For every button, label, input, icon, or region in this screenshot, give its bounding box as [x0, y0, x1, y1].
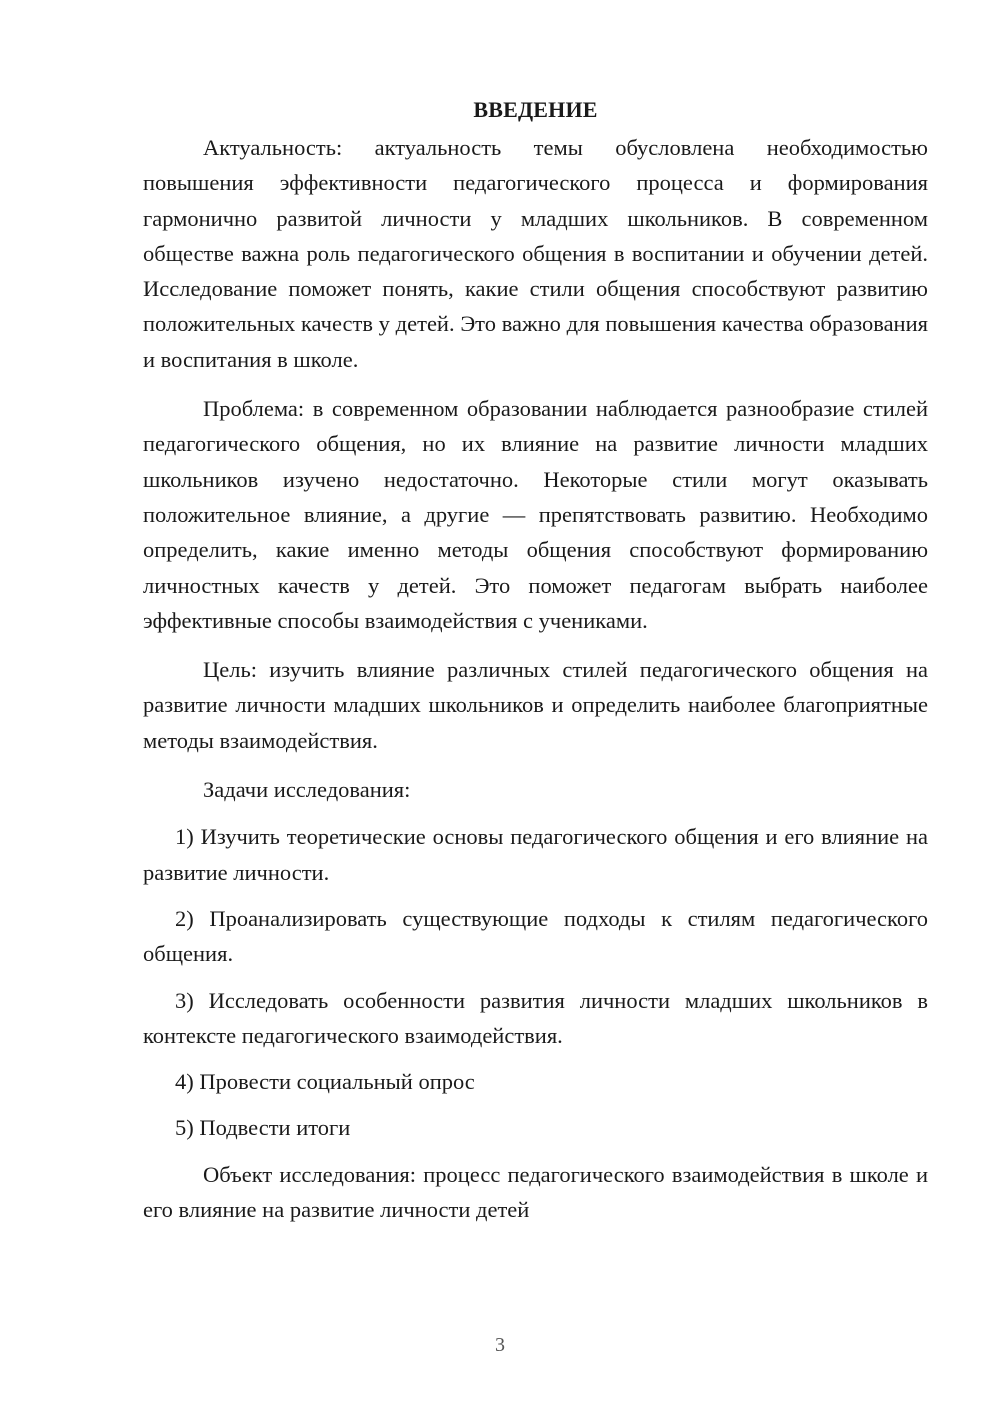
relevance-paragraph: Актуальность: актуальность темы обусловлена необходимостью повышения эффективности педагогического процесса и формирования гармонично развитой личности у младших школьников. В современном обществе важна роль педагогического общения в воспитании и обучении детей. Исследование поможет понять, какие стили общения способствуют развитию положительных качеств у детей. Это важно для повышения качества образования и воспитания в школе.: [143, 135, 928, 372]
task-item: 2) Проанализировать существующие подходы к стилям педагогического общения.: [143, 905, 928, 967]
object-paragraph: Объект исследования: процесс педагогического взаимодействия в школе и его влияние на развитие личности детей: [143, 1161, 928, 1223]
page-number: 3: [495, 1334, 505, 1356]
task-item: 3) Исследовать особенности развития личности младших школьников в контексте педагогического взаимодействия.: [143, 987, 928, 1048]
task-item: 5) Подвести итоги: [175, 1115, 351, 1141]
task-item: 1) Изучить теоретические основы педагогического общения и его влияние на развитие личности.: [143, 824, 928, 885]
tasks-list: [143, 819, 928, 1145]
page-title: ВВЕДЕНИЕ: [473, 97, 598, 122]
goal-paragraph: Цель: изучить влияние различных стилей педагогического общения на развитие личности младших школьников и определить наиболее благоприятные методы взаимодействия.: [143, 657, 928, 753]
task-item: 4) Провести социальный опрос: [175, 1069, 475, 1095]
document-page: [143, 95, 928, 1241]
tasks-heading: Задачи исследования:: [203, 777, 411, 803]
problem-paragraph: Проблема: в современном образовании наблюдается разнообразие стилей педагогического общения, но их влияние на развитие личности младших школьников изучено недостаточно. Некоторые стили могут оказывать положительное влияние, а другие — препятствовать развитию. Необходимо определить, какие именно методы общения способствуют формированию личностных качеств у детей. Это поможет педагогам выбрать наиболее эффективные способы взаимодействия с учениками.: [143, 396, 928, 633]
